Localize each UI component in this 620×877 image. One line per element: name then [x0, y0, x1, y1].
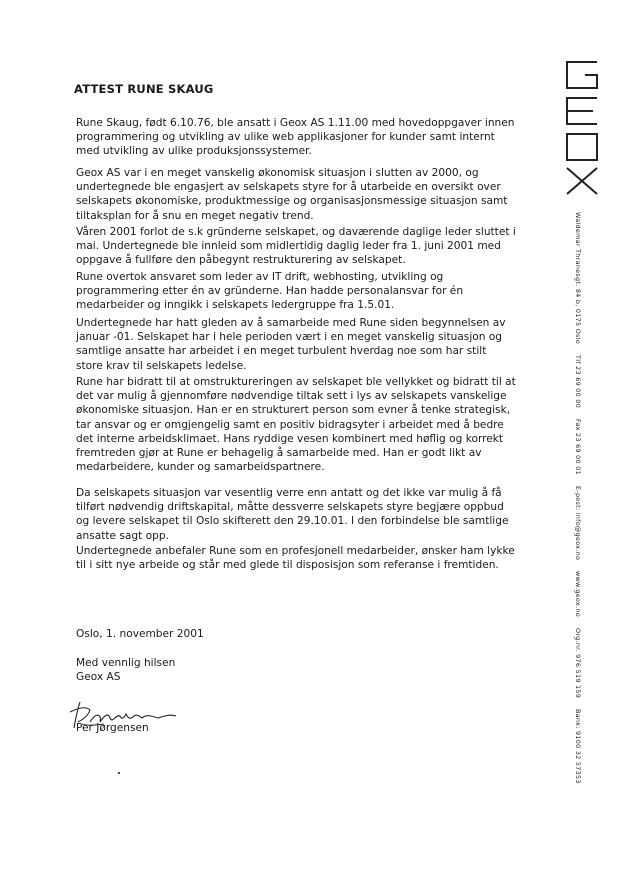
paragraph-spring-2001: Våren 2001 forlot de s.k gründerne selskapet, og daværende daglige leder sluttet i mai. Undertegnede ble innleid som midlertidig daglig leder fra 1. juni 2001 med oppgave å fullføre den påbegynt restrukturering av selskapet.	[76, 226, 516, 267]
company-website: www.geox.no	[574, 571, 582, 618]
letterhead-contact-strip	[574, 212, 582, 795]
paragraph-contribution: Rune har bidratt til at omstruktureringen av selskapet ble vellykket og bidratt til at det var mulig å gjennomføre nødvendige tiltak sett i lys av selskapets vanskelige økonomiske situasjon. Han er en strukturert person som evner å tenke strategisk, tar ansvar og er omgjengelig samt en positiv bidragsyter i arbeidet med å bedre det interne arbeidsklimaet. Hans ryddige vesen kombinert med høflig og korrekt fremtreden gjør at Rune er behagelig å samarbeide med. Han er godt likt av medarbeidere, kunder og samarbeidspartnere.	[76, 376, 516, 474]
paragraph-employment: Rune Skaug, født 6.10.76, ble ansatt i Geox AS 1.11.00 med hovedoppgaver innen programmering og utvikling av ulike web applikasjoner for kunder samt internt med utvikling av ulike produksjonssystemer.	[76, 117, 515, 158]
company-fax: Fax 23 69 00 01	[574, 419, 582, 475]
paragraph-bankruptcy: Da selskapets situasjon var vesentlig verre enn antatt og det ikke var mulig å få tilført nødvendig driftskapital, måtte dessverre selskapets styre begjære oppbud og levere selskapet til Oslo skifterett den 29.10.01. I den forbindelse ble samtlige ansatte sagt opp.	[76, 487, 509, 542]
letter-title: ATTEST RUNE SKAUG	[74, 82, 214, 96]
company-phone: Tlf 23 69 00 00	[574, 354, 582, 409]
date-line: Oslo, 1. november 2001	[76, 628, 204, 640]
paragraph-recommendation: Undertegnede anbefaler Rune som en profesjonell medarbeider, ønsker ham lykke til i sitt nye arbeide og står med glede til disposisjon som referanse i fremtiden.	[76, 545, 515, 572]
signer-name: Per Jørgensen	[76, 722, 149, 734]
company-org-number: Org.nr. 976 519 159	[574, 628, 582, 699]
company-email: E-post: info@geox.no	[574, 486, 582, 561]
paragraph-collaboration: Undertegnede har hatt gleden av å samarbeide med Rune siden begynnelsen av januar -01. Selskapet har i hele perioden vært i en meget vanskelig situasjon og samtlige ansatte har arbeidet i en meget turbulent hverdag noe som har stilt store krav til selskapets ledelse.	[76, 317, 506, 372]
closing: Med vennlig hilsen	[76, 657, 176, 669]
company-address: Waldemar Thranesgt. 84 b, 0175 Oslo	[574, 212, 582, 344]
paragraph-responsibility: Rune overtok ansvaret som leder av IT drift, webhosting, utvikling og programmering etter én av gründerne. Han hadde personalansvar for én medarbeider og inngikk i selskapets ledergruppe fra 1.5.01.	[76, 271, 464, 312]
stray-ink-dot	[118, 772, 120, 774]
company-name: Geox AS	[76, 671, 121, 683]
geox-logo	[563, 58, 599, 198]
company-bank-account: Bank: 9100 32 57353	[574, 709, 582, 784]
paragraph-situation: Geox AS var i en meget vanskelig økonomisk situasjon i slutten av 2000, og undertegnede ble engasjert av selskapets styre for å utarbeide en oversikt over selskapets økonomiske, produktmessige og organisasjonsmessige situasjon samt tiltaksplan for å snu en meget negativ trend.	[76, 167, 508, 222]
